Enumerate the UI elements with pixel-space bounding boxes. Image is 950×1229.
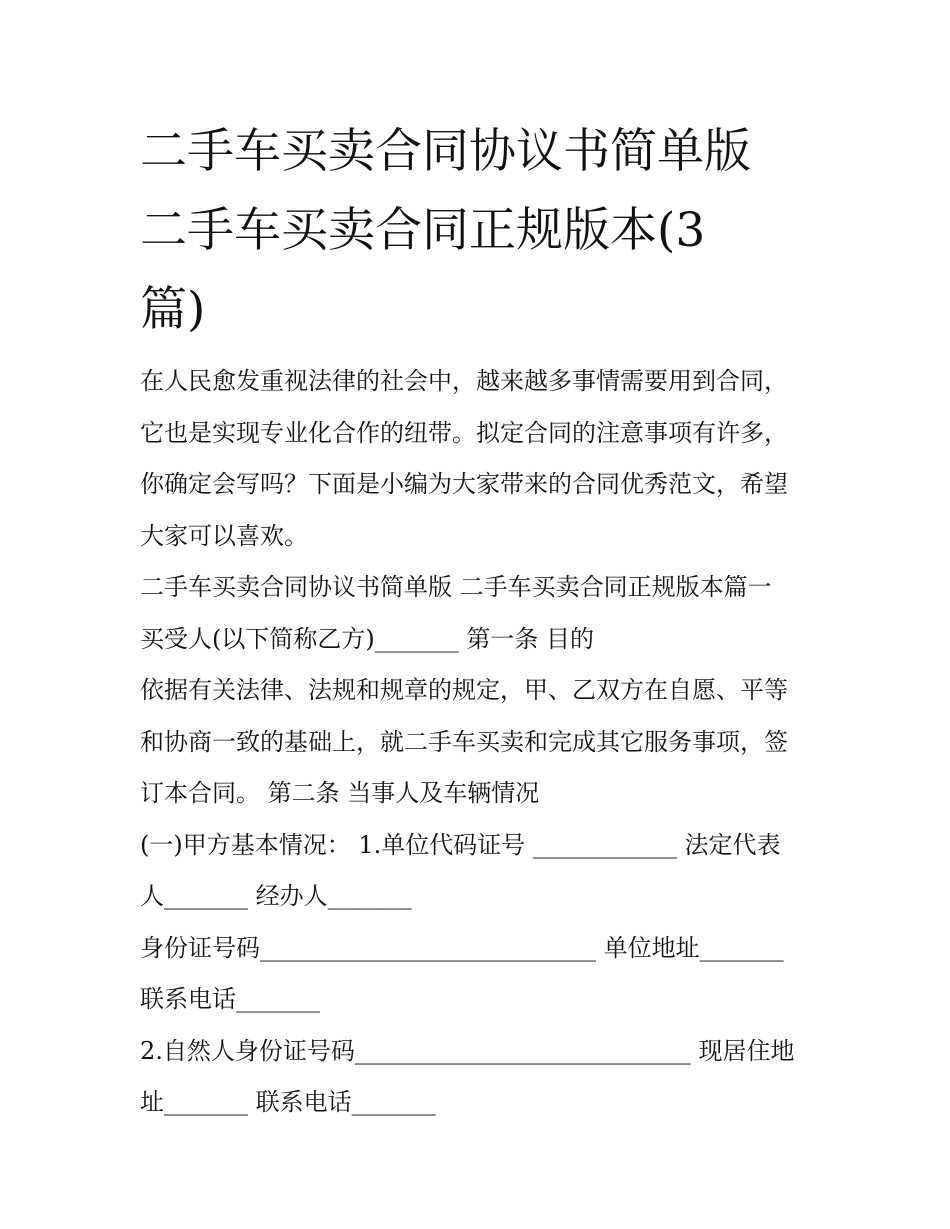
natural-person-line-1: 2.自然人身份证号码____________________________ 现居住地 [140,1036,795,1065]
purpose-line-3: 订本合同。 第二条 当事人及车辆情况 [140,779,540,807]
document-body [140,356,820,1129]
purpose-line-1: 依据有关法律、法规和规章的规定，甲、乙双方在自愿、平等 [140,676,788,704]
party-a-line-3: 身份证号码____________________________ 单位地址_______ [140,933,784,962]
party-a-line-4: 联系电话_______ [140,985,320,1013]
intro-line-4: 大家可以喜欢。 [140,521,308,550]
buyer-line: 买受人(以下简称乙方)_______ 第一条 目的 [140,624,594,653]
section-heading: 二手车买卖合同协议书简单版 二手车买卖合同正规版本篇一 [140,573,772,601]
intro-line-3: 你确定会写吗？下面是小编为大家带来的合同优秀范文，希望 [140,470,788,498]
document-title [140,112,840,349]
title-line-2: 二手车买卖合同正规版本(3 [140,203,706,258]
natural-person-line-2: 址_______ 联系电话_______ [140,1088,436,1116]
party-a-line-2: 人_______ 经办人_______ [140,882,412,910]
purpose-line-2: 和协商一致的基础上，就二手车买卖和完成其它服务事项，签 [140,727,788,756]
title-line-3: 篇) [140,282,206,337]
party-a-line-1: (一)甲方基本情况： 1.单位代码证号 ____________ 法定代表 [140,830,781,859]
title-line-1: 二手车买卖合同协议书简单版 [140,124,751,179]
intro-line-2: 它也是实现专业化合作的纽带。拟定合同的注意事项有许多， [140,418,788,447]
intro-line-1: 在人民愈发重视法律的社会中，越来越多事情需要用到合同， [140,367,788,395]
